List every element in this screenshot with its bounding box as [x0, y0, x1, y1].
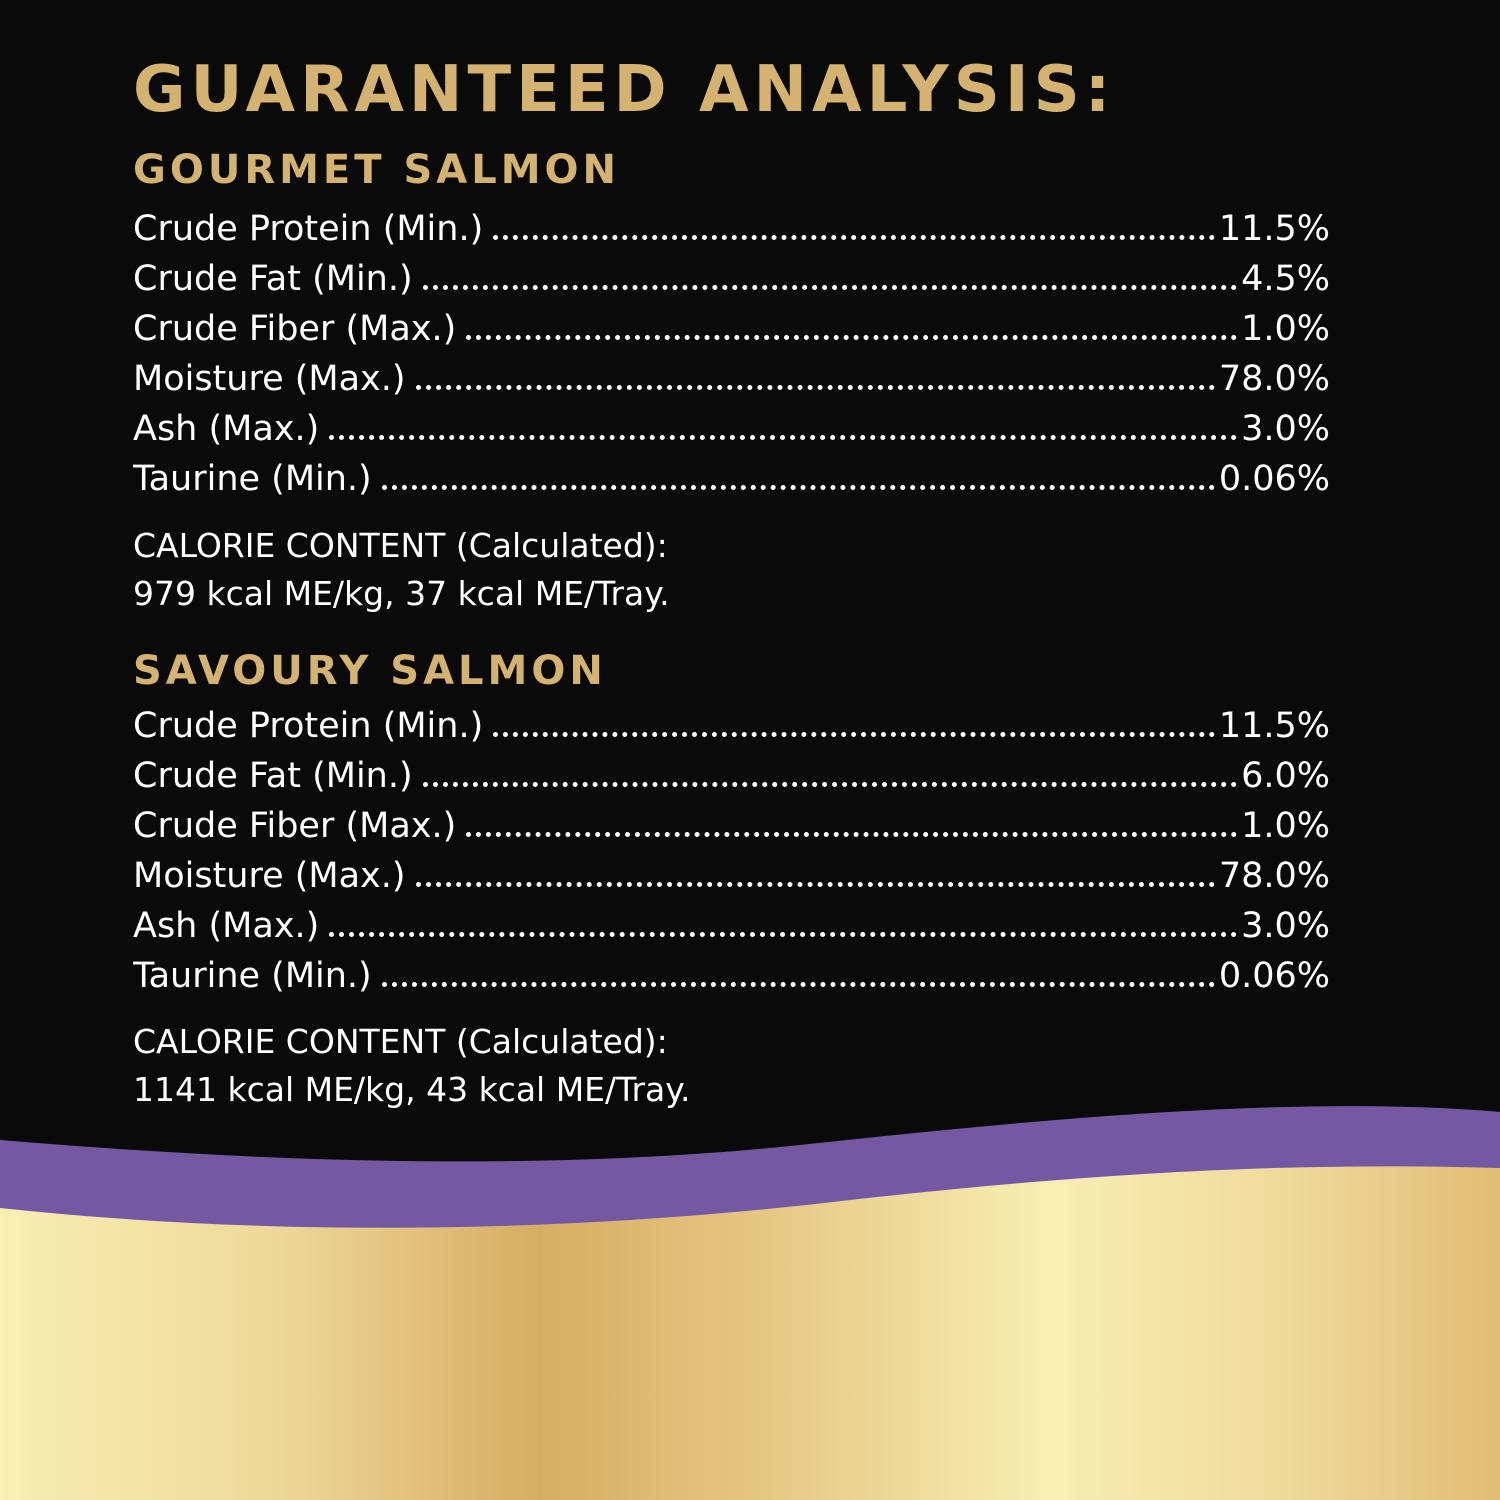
nutrient-label: Crude Fiber (Max.) — [133, 309, 457, 349]
dot-leader — [423, 277, 1237, 290]
nutrient-value: 3.0% — [1241, 409, 1330, 449]
nutrient-label: Ash (Max.) — [133, 906, 320, 946]
nutrient-value: 1.0% — [1241, 806, 1330, 846]
nutrient-label: Taurine (Min.) — [133, 459, 372, 499]
nutrient-label: Crude Fiber (Max.) — [133, 806, 457, 846]
dot-leader — [493, 724, 1215, 737]
nutrient-value: 11.5% — [1218, 706, 1330, 746]
nutrient-value: 11.5% — [1218, 209, 1330, 249]
nutrient-label: Crude Fat (Min.) — [133, 259, 413, 299]
nutrient-label: Crude Fat (Min.) — [133, 756, 413, 796]
nutrient-row — [133, 254, 1330, 304]
nutrient-row — [133, 851, 1330, 901]
dot-leader — [416, 377, 1215, 390]
nutrient-label: Taurine (Min.) — [133, 956, 372, 996]
nutrient-value: 78.0% — [1218, 359, 1330, 399]
dot-leader — [416, 874, 1215, 887]
nutrient-label: Moisture (Max.) — [133, 359, 406, 399]
section-title-savoury-salmon: SAVOURY SALMON — [133, 648, 607, 694]
nutrient-list-savoury-salmon — [133, 701, 1330, 1001]
dot-leader — [382, 974, 1215, 987]
decorative-wave-band — [0, 1090, 1500, 1500]
nutrient-row — [133, 901, 1330, 951]
dot-leader — [466, 327, 1237, 340]
nutrient-label: Moisture (Max.) — [133, 856, 406, 896]
dot-leader — [329, 924, 1237, 937]
nutrient-row — [133, 454, 1330, 504]
calorie-heading-savoury-salmon: CALORIE CONTENT (Calculated): — [133, 1022, 668, 1061]
dot-leader — [329, 427, 1237, 440]
nutrient-label: Crude Protein (Min.) — [133, 209, 484, 249]
dot-leader — [423, 774, 1237, 787]
page-title: GUARANTEED ANALYSIS: — [133, 53, 1116, 127]
nutrient-value: 78.0% — [1218, 856, 1330, 896]
nutrient-row — [133, 304, 1330, 354]
nutrient-row — [133, 751, 1330, 801]
nutrient-value: 0.06% — [1218, 956, 1330, 996]
nutrient-row — [133, 404, 1330, 454]
nutrient-value: 6.0% — [1241, 756, 1330, 796]
nutrient-label: Ash (Max.) — [133, 409, 320, 449]
dot-leader — [382, 477, 1215, 490]
nutrient-row — [133, 701, 1330, 751]
section-title-gourmet-salmon: GOURMET SALMON — [133, 147, 620, 193]
nutrient-row — [133, 204, 1330, 254]
calorie-value-savoury-salmon: 1141 kcal ME/kg, 43 kcal ME/Tray. — [133, 1070, 691, 1109]
calorie-value-gourmet-salmon: 979 kcal ME/kg, 37 kcal ME/Tray. — [133, 574, 670, 613]
nutrient-value: 1.0% — [1241, 309, 1330, 349]
nutrient-value: 4.5% — [1241, 259, 1330, 299]
nutrient-list-gourmet-salmon — [133, 204, 1330, 504]
nutrient-row — [133, 801, 1330, 851]
dot-leader — [466, 824, 1237, 837]
nutrient-row — [133, 951, 1330, 1001]
calorie-heading-gourmet-salmon: CALORIE CONTENT (Calculated): — [133, 526, 668, 565]
nutrient-value: 0.06% — [1218, 459, 1330, 499]
nutrient-row — [133, 354, 1330, 404]
nutrient-label: Crude Protein (Min.) — [133, 706, 484, 746]
dot-leader — [493, 227, 1215, 240]
nutrient-value: 3.0% — [1241, 906, 1330, 946]
